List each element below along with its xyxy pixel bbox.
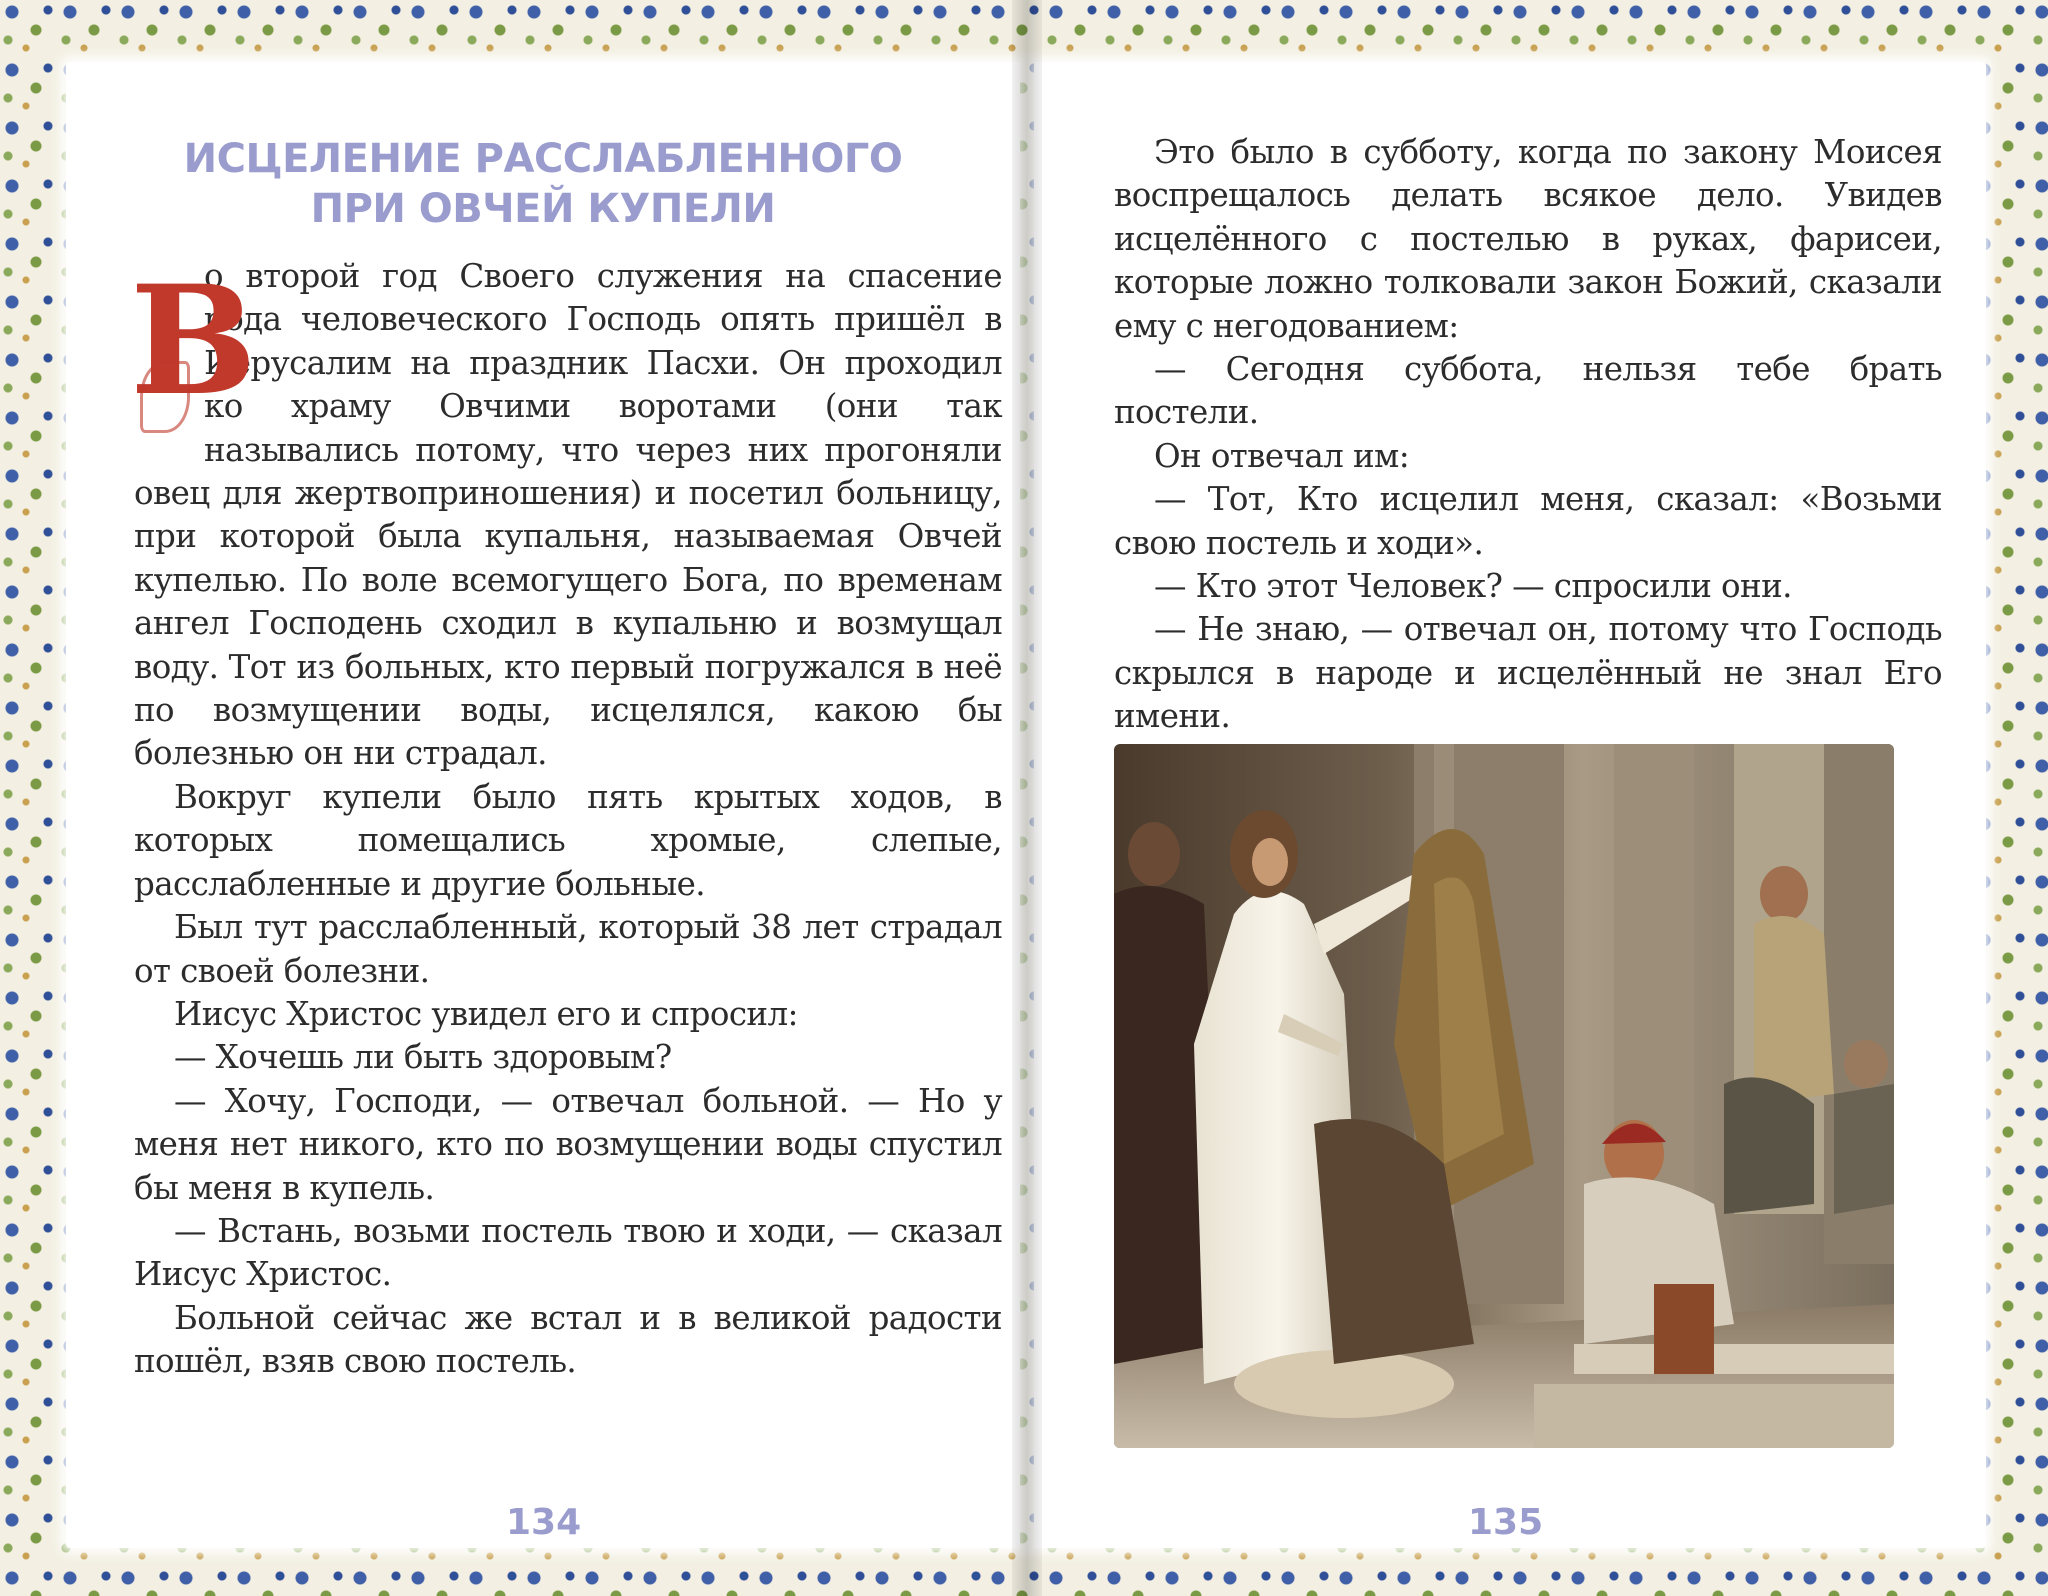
left-page [66,62,1020,1548]
illustration-painting [1114,744,1894,1448]
left-page-text [130,253,1002,1384]
page-number: 134 [506,1502,582,1543]
paragraph: Это было в субботу, когда по закону Моисея воспрещалось делать всякое дело. Увидев исцелённого с постелью в руках, фарисеи, которые ложно толковали закон Божий, сказали ему с негодованием: [1114,133,1942,345]
chapter-title-line-2: ПРИ ОВЧЕЙ КУПЕЛИ [310,186,776,232]
paragraph: — Тот, Кто исцелил меня, сказал: «Возьми свою постель и ходи». [1114,480,1942,562]
drop-cap: В [130,261,196,433]
paragraph: — Кто этот Человек? — спросили они. [1154,567,1792,606]
paragraph: — Хочешь ли быть здоровым? [174,1038,672,1077]
page-number: 135 [1468,1502,1544,1543]
paragraph [130,253,1002,776]
painting-drawing [1114,744,1894,1448]
chapter-title [66,134,1020,234]
book-gutter [1012,0,1042,1596]
paragraph: Вокруг купели было пять крытых ходов, в которых помещались хромые, слепые, расслабленные и другие больные. [134,777,1002,903]
paragraph: — Встань, возьми постель твою и ходи, — сказал Иисус Христос. [134,1211,1002,1294]
paragraph: Иисус Христос увидел его и спросил: [174,994,798,1033]
paragraph: Был тут расслабленный, который 38 лет страдал от своей болезни. [134,908,1002,990]
chapter-title-line-1: ИСЦЕЛЕНИЕ РАССЛАБЛЕННОГО [183,136,903,182]
paragraph-text: о второй год Своего служения на спасение рода человеческого Господь опять пришёл в Иерусалим на праздник Пасхи. Он проходил ко храму Овчими воротами (они так назывались потому, что через них прогоняли овец для жертвоприношения) и посетил больницу, при которой была купальня, называемая Овчей купелью. По воле всемогущего Бога, по временам ангел Господень сходил в купальню и возмущал воду. Тот из больных, кто первый погружался в неё по возмущении воды, исцелялся, какою бы болезнью он ни страдал. [134,257,1002,773]
right-page [1034,62,1986,1548]
paragraph: Он отвечал им: [1154,436,1410,475]
paragraph: — Сегодня суббота, нельзя тебе брать постели. [1114,350,1942,432]
paragraph: — Хочу, Господи, — отвечал больной. — Но у меня нет никого, кто по возмущении воды спустил бы меня в купель. [134,1081,1002,1207]
right-page-text [1114,131,1942,739]
paragraph: — Не знаю, — отвечал он, потому что Господь скрылся в народе и исцелённый не знал Его имени. [1114,610,1942,736]
paragraph: Больной сейчас же встал и в великой радости пошёл, взяв свою постель. [134,1298,1002,1381]
